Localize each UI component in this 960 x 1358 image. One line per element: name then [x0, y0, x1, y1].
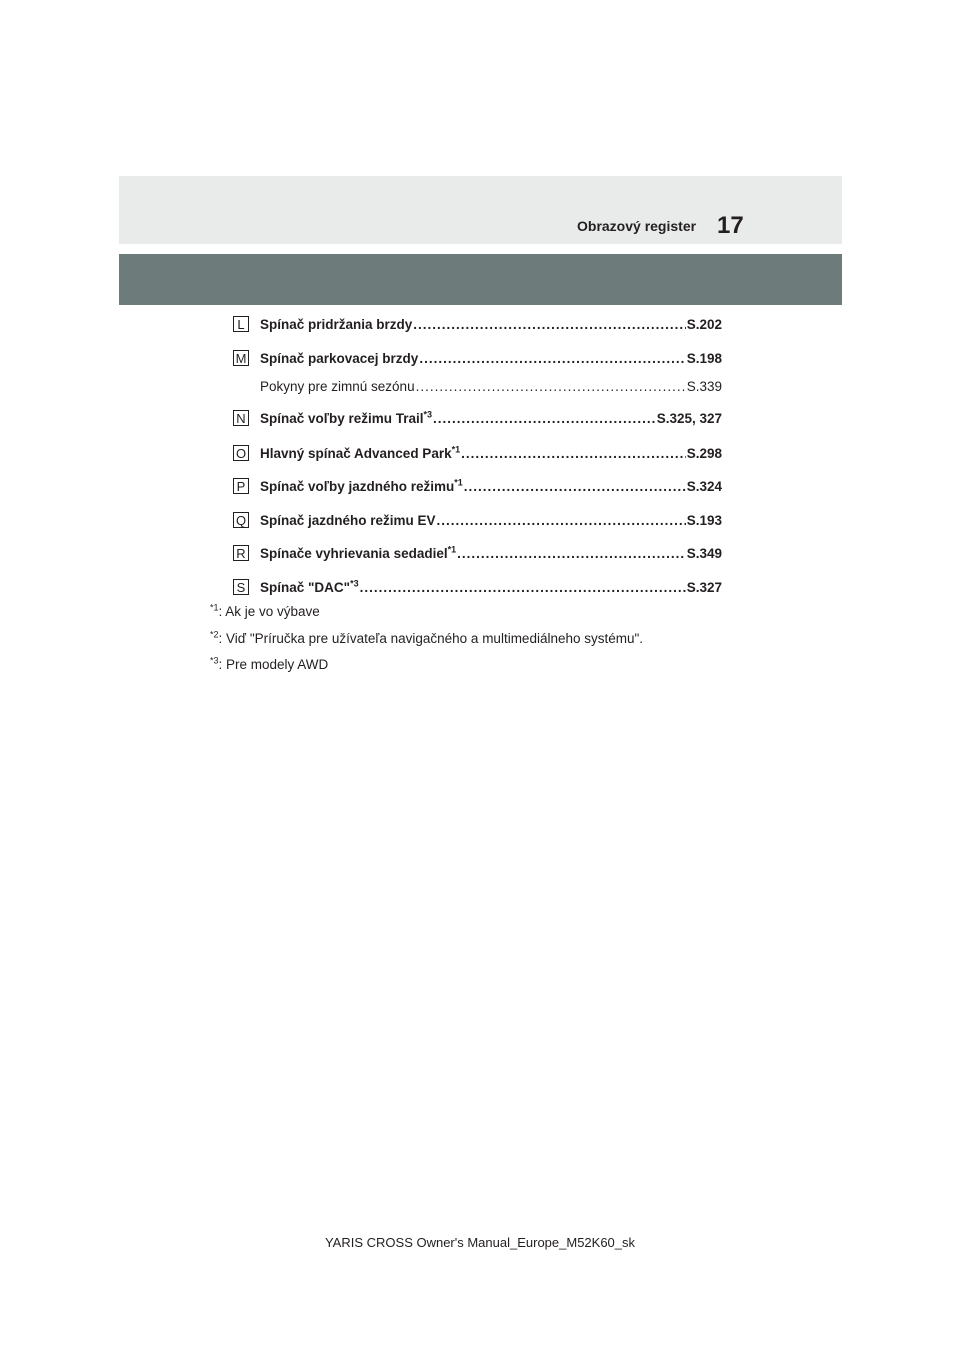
leader-dots — [433, 411, 656, 426]
leader-dots — [360, 580, 686, 595]
entry-title-text: Spínač jazdného režimu EV — [260, 513, 436, 528]
index-entry[interactable] — [233, 351, 722, 369]
entry-letter-box: Q — [233, 512, 249, 528]
entry-letter-box: R — [233, 545, 249, 561]
entry-title-text: Spínač "DAC" — [260, 580, 351, 595]
entry-page-ref[interactable]: S.202 — [686, 317, 722, 332]
entry-letter-box: S — [233, 579, 249, 595]
entry-letter-box: M — [233, 350, 249, 366]
entry-letter-box: N — [233, 410, 249, 426]
leader-dots — [419, 351, 685, 366]
leader-dots — [464, 479, 686, 494]
index-entry[interactable] — [233, 546, 722, 564]
entry-footnote-mark: *3 — [423, 411, 433, 420]
entry-title — [260, 351, 418, 366]
entry-page-ref[interactable]: S.339 — [686, 379, 722, 394]
leader-dots — [437, 513, 686, 528]
entry-footnote-mark: *1 — [447, 546, 457, 555]
entry-footnote-mark: *1 — [451, 446, 461, 455]
entry-title — [260, 580, 359, 595]
index-entry[interactable] — [233, 379, 722, 397]
entry-footnote-mark: *1 — [454, 479, 463, 488]
entry-body — [260, 513, 722, 528]
entry-page-ref[interactable]: S.327 — [686, 580, 722, 595]
index-entry[interactable] — [233, 411, 722, 429]
footnote-2: $^{*2}$: Viď "Príručka pre užívateľa navigačného a multimediálneho systému". — [210, 629, 644, 646]
entry-title-text: Pokyny pre zimnú sezónu — [260, 379, 415, 394]
entry-page-ref[interactable]: S.198 — [686, 351, 722, 366]
entry-title-text: Spínače vyhrievania sedadiel — [260, 546, 448, 561]
entry-letter-box: P — [233, 478, 249, 494]
entry-footnote-mark: *3 — [350, 580, 359, 589]
entry-body — [260, 479, 722, 494]
entry-title — [260, 546, 456, 561]
entry-title-text: Spínač voľby režimu Trail — [260, 411, 424, 426]
footnote-1: $^{*1}$: Ak je vo výbave — [210, 602, 320, 619]
entry-body — [260, 411, 722, 426]
index-entry[interactable] — [233, 513, 722, 531]
entry-body — [260, 379, 722, 394]
entry-body — [260, 351, 722, 366]
entry-title — [260, 446, 460, 461]
leader-dots — [461, 446, 686, 461]
index-entry[interactable] — [233, 317, 722, 335]
entry-title — [260, 317, 412, 332]
entry-body — [260, 317, 722, 332]
entry-page-ref[interactable]: S.325, 327 — [656, 411, 722, 426]
index-entry[interactable] — [233, 580, 722, 598]
page-footer: YARIS CROSS Owner's Manual_Europe_M52K60_sk — [324, 1235, 636, 1250]
entry-page-ref[interactable]: S.298 — [686, 446, 722, 461]
entry-title — [260, 513, 436, 528]
index-entry[interactable] — [233, 446, 722, 464]
entry-title-text: Spínač parkovacej brzdy — [260, 351, 419, 366]
entry-page-ref[interactable]: S.349 — [686, 546, 722, 561]
index-entry[interactable] — [233, 479, 722, 497]
leader-dots — [457, 546, 686, 561]
entry-title-text: Spínač voľby jazdného režimu — [260, 479, 455, 494]
entry-title — [260, 411, 432, 426]
footnote-3: $^{*3}$: Pre modely AWD — [210, 655, 329, 672]
leader-dots — [413, 317, 685, 332]
entry-title — [260, 379, 415, 394]
entry-letter-box: L — [233, 316, 249, 332]
page-number: 17 — [717, 212, 744, 239]
entry-letter-box: O — [233, 445, 249, 461]
entry-title-text: Hlavný spínač Advanced Park — [260, 446, 452, 461]
entry-title-text: Spínač pridržania brzdy — [260, 317, 413, 332]
entry-body — [260, 446, 722, 461]
entry-body — [260, 546, 722, 561]
entry-page-ref[interactable]: S.193 — [686, 513, 722, 528]
entry-title — [260, 479, 463, 494]
section-title: Obrazový register — [577, 218, 697, 234]
entry-page-ref[interactable]: S.324 — [686, 479, 722, 494]
leader-dots — [416, 379, 686, 394]
section-color-band — [119, 254, 842, 305]
entry-body — [260, 580, 722, 595]
